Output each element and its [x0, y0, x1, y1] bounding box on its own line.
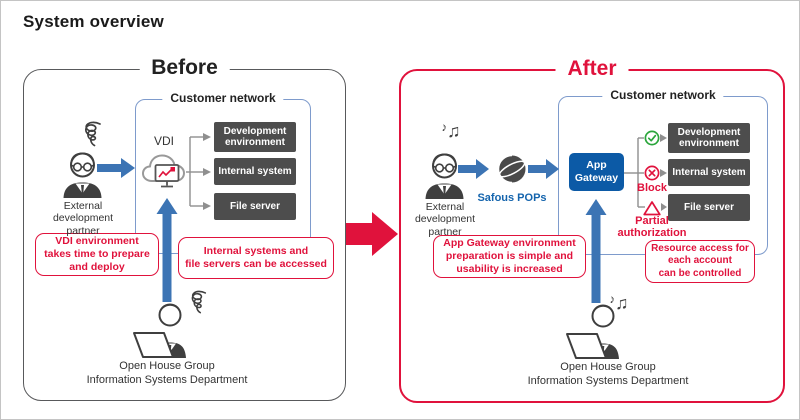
- safous-pops-globe-icon: [496, 153, 528, 185]
- after-panel: [399, 57, 785, 403]
- callout-vdi-environment: VDI environment takes time to prepare and deploy: [35, 233, 159, 276]
- after-server-internal-system: Internal system: [668, 159, 750, 186]
- before-panel: [23, 56, 346, 401]
- before-panel-label: Before: [139, 54, 230, 81]
- after-server-file-server: File server: [668, 194, 750, 221]
- allow-check-icon: [644, 130, 660, 146]
- external-partner-label: External development partner: [52, 200, 114, 237]
- partial-authorization-label: Partial authorization: [617, 215, 687, 239]
- callout-internal-access: Internal systems and file servers can be accessed: [178, 237, 334, 279]
- callout-resource-access: Resource access for each account can be controlled: [645, 240, 755, 283]
- partial-authorization-triangle-icon: [643, 200, 661, 216]
- safous-pops-label: Safous POPs: [477, 192, 547, 204]
- after-org-label: Open House Group Information Systems Department: [527, 361, 689, 387]
- before-org-label: Open House Group Information Systems Department: [86, 360, 248, 386]
- before-after-arrow-icon: [346, 212, 398, 256]
- page-title: System overview: [23, 12, 164, 31]
- confusion-squiggle-icon: [80, 121, 104, 149]
- vdi-label: VDI: [153, 134, 174, 148]
- block-label: Block: [637, 182, 667, 194]
- before-server-file-server: File server: [214, 193, 296, 220]
- confusion-squiggle-icon: [187, 290, 209, 316]
- music-notes-icon: ♪♫: [608, 291, 629, 313]
- vdi-cloud-icon: [142, 148, 186, 200]
- after-customer-network-label: Customer network: [602, 89, 723, 101]
- callout-app-gateway: App Gateway environment preparation is simple and usability is increased: [433, 235, 586, 278]
- music-notes-icon: ♪♫: [440, 119, 461, 141]
- external-partner-label: External development partner: [414, 201, 476, 238]
- block-cross-icon: [644, 165, 660, 181]
- before-server-internal-system: Internal system: [214, 158, 296, 185]
- after-panel-label: After: [555, 55, 628, 82]
- external-partner-person-icon: [55, 148, 110, 198]
- app-gateway-box: App Gateway: [569, 153, 624, 191]
- before-server-development-environment: Development environment: [214, 122, 296, 152]
- after-server-development-environment: Development environment: [668, 123, 750, 153]
- before-customer-network-label: Customer network: [162, 92, 283, 104]
